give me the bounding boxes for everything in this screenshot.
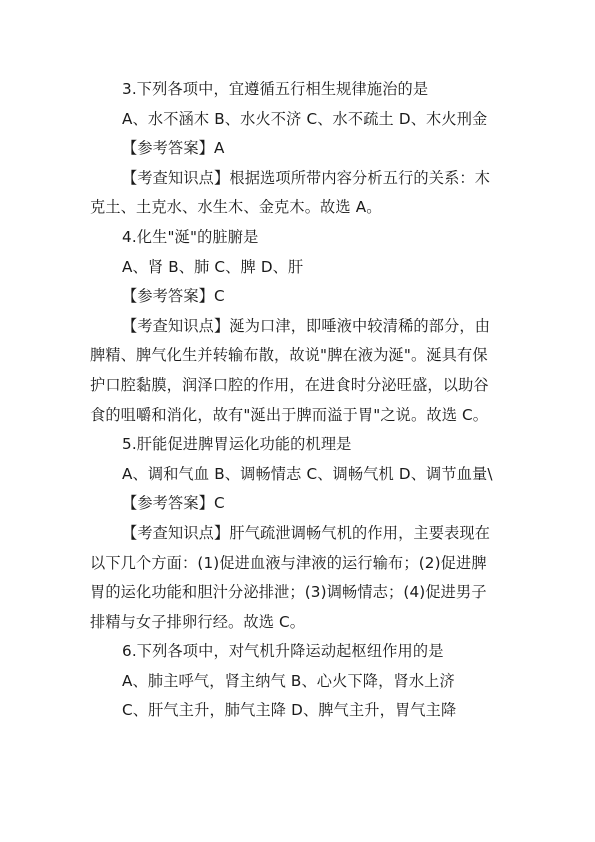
question-5-explanation-cont-1: 以下几个方面：(1)促进血液与津液的运行输布；(2)促进脾 (90, 553, 487, 572)
question-5-explanation-cont-2: 胃的运化功能和胆汁分泌排泄；(3)调畅情志；(4)促进男子 (90, 583, 487, 602)
question-5-stem: 5.肝能促进脾胃运化功能的机理是 (122, 435, 352, 454)
question-4-options: A、肾 B、肺 C、脾 D、肝 (122, 257, 304, 276)
document-body (90, 75, 508, 726)
question-4-answer: 【参考答案】C (122, 287, 225, 306)
question-3-explanation: 【考查知识点】根据选项所带内容分析五行的关系：木 (122, 168, 491, 187)
question-4-stem: 4.化生"涎"的脏腑是 (122, 227, 259, 246)
question-4-explanation-cont-2: 护口腔黏膜，润泽口腔的作用，在进食时分泌旺盛，以助谷 (90, 375, 489, 394)
question-6-options-1: A、肺主呼气，肾主纳气 B、心火下降，肾水上济 (122, 671, 455, 690)
question-5-answer: 【参考答案】C (122, 494, 225, 513)
question-5-explanation: 【考查知识点】肝气疏泄调畅气机的作用，主要表现在 (122, 523, 491, 542)
question-3-stem: 3.下列各项中，宜遵循五行相生规律施治的是 (122, 80, 429, 98)
question-3-options: A、水不涵木 B、水火不济 C、水不疏土 D、木火刑金 (122, 109, 488, 128)
question-4-explanation-cont-3: 食的咀嚼和消化，故有"涎出于脾而溢于胃"之说。故选 C。 (90, 405, 489, 424)
question-4-explanation: 【考查知识点】涎为口津，即唾液中较清稀的部分，由 (122, 316, 491, 335)
question-3-explanation-cont: 克土、土克水、水生木、金克木。故选 A。 (90, 198, 382, 217)
question-3-answer: 【参考答案】A (122, 139, 225, 158)
question-4-explanation-cont-1: 脾精、脾气化生并转输布散，故说"脾在液为涎"。涎具有保 (90, 346, 488, 365)
question-6-stem: 6.下列各项中，对气机升降运动起枢纽作用的是 (122, 642, 444, 661)
question-5-explanation-cont-3: 排精与女子排卵行经。故选 C。 (90, 612, 306, 631)
question-5-options: A、调和气血 B、调畅情志 C、调畅气机 D、调节血量\ (122, 464, 493, 483)
question-6-options-2: C、肝气主升，肺气主降 D、脾气主升，胃气主降 (122, 701, 457, 720)
